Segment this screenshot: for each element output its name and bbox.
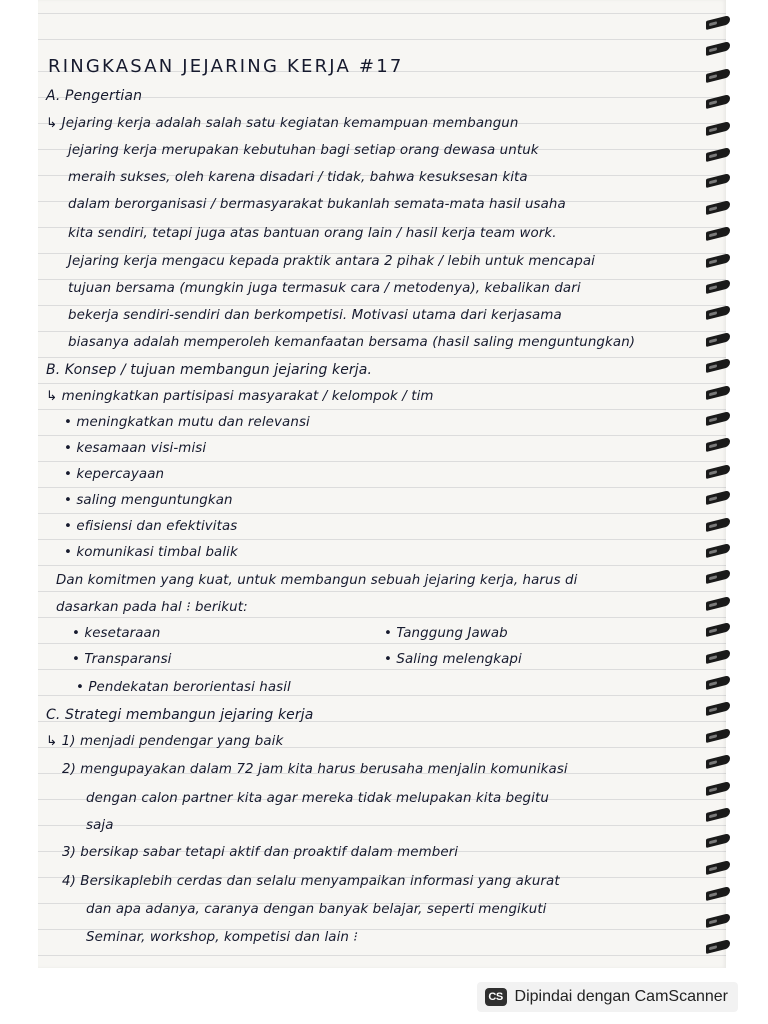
- spiral-ring: [706, 833, 730, 848]
- bullet-item: • efisiensi dan efektivitas: [64, 519, 238, 534]
- strategy-item: dan apa adanya, caranya dengan banyak belajar, seperti mengikuti: [86, 902, 547, 917]
- spiral-ring: [706, 41, 730, 56]
- spiral-ring: [706, 200, 730, 215]
- spiral-ring: [706, 332, 730, 347]
- spiral-ring: [706, 754, 730, 769]
- spiral-ring: [706, 437, 730, 452]
- principle-right: • Tanggung Jawab: [384, 626, 508, 641]
- spiral-ring: [706, 886, 730, 901]
- camscanner-logo-icon: CS: [485, 988, 507, 1006]
- bullet-item: • meningkatkan mutu dan relevansi: [64, 415, 310, 430]
- section-a-line: Jejaring kerja mengacu kepada praktik antara 2 pihak / lebih untuk mencapai: [68, 254, 595, 269]
- section-a-line: kita sendiri, tetapi juga atas bantuan orang lain / hasil kerja team work.: [68, 226, 557, 241]
- spiral-ring: [706, 358, 730, 373]
- spiral-ring: [706, 253, 730, 268]
- section-b-intro: ↳ meningkatkan partisipasi masyarakat / kelompok / tim: [46, 389, 434, 404]
- strategy-item: dengan calon partner kita agar mereka tidak melupakan kita begitu: [86, 791, 549, 806]
- commitment-line: dasarkan pada hal ⁝ berikut:: [56, 600, 248, 615]
- section-c-heading: C. Strategi membangun jejaring kerja: [46, 707, 314, 723]
- spiral-ring: [706, 385, 730, 400]
- spiral-ring: [706, 781, 730, 796]
- strategy-item: saja: [86, 818, 114, 833]
- spiral-ring: [706, 913, 730, 928]
- section-a-line: bekerja sendiri-sendiri dan berkompetisi. Motivasi utama dari kerjasama: [68, 308, 562, 323]
- spiral-ring: [706, 305, 730, 320]
- strategy-item: 4) Bersikaplebih cerdas dan selalu menyampaikan informasi yang akurat: [62, 874, 560, 889]
- spiral-ring: [706, 94, 730, 109]
- spiral-ring: [706, 939, 730, 954]
- section-a-line: ↳ Jejaring kerja adalah salah satu kegiatan kemampuan membangun: [46, 116, 519, 131]
- spiral-ring: [706, 490, 730, 505]
- bullet-item: • saling menguntungkan: [64, 493, 233, 508]
- spiral-ring: [706, 121, 730, 136]
- principle-left: • kesetaraan: [72, 626, 161, 641]
- spiral-ring: [706, 68, 730, 83]
- spiral-ring: [706, 596, 730, 611]
- spiral-ring: [706, 728, 730, 743]
- section-a-line: meraih sukses, oleh karena disadari / tidak, bahwa kesuksesan kita: [68, 170, 528, 185]
- section-a-line: dalam berorganisasi / bermasyarakat bukanlah semata-mata hasil usaha: [68, 197, 566, 212]
- spiral-ring: [706, 569, 730, 584]
- spiral-ring: [706, 701, 730, 716]
- spiral-ring: [706, 15, 730, 30]
- spiral-ring: [706, 226, 730, 241]
- spiral-ring: [706, 543, 730, 558]
- spiral-ring: [706, 173, 730, 188]
- spiral-binding: [706, 18, 734, 968]
- spiral-ring: [706, 807, 730, 822]
- bullet-item: • kepercayaan: [64, 467, 165, 482]
- strategy-item: 3) bersikap sabar tetapi aktif dan proaktif dalam memberi: [62, 845, 459, 860]
- bullet-item: • komunikasi timbal balik: [64, 545, 238, 560]
- spiral-ring: [706, 517, 730, 532]
- section-a-line: biasanya adalah memperoleh kemanfaatan bersama (hasil saling menguntungkan): [68, 335, 636, 350]
- bullet-item: • kesamaan visi-misi: [64, 441, 207, 456]
- section-a-line: jejaring kerja merupakan kebutuhan bagi setiap orang dewasa untuk: [68, 143, 539, 158]
- camscanner-watermark: [477, 982, 738, 1012]
- principle-right: • Saling melengkapi: [384, 652, 522, 667]
- spiral-ring: [706, 860, 730, 875]
- principle-left: • Pendekatan berorientasi hasil: [76, 680, 291, 695]
- commitment-line: Dan komitmen yang kuat, untuk membangun sebuah jejaring kerja, harus di: [56, 573, 578, 588]
- watermark-label: Dipindai dengan CamScanner: [514, 988, 728, 1005]
- section-a-heading: A. Pengertian: [46, 88, 143, 104]
- strategy-item: Seminar, workshop, kompetisi dan lain ⁝: [86, 930, 358, 945]
- spiral-ring: [706, 675, 730, 690]
- note-title: RINGKASAN JEJARING KERJA #17: [48, 56, 404, 77]
- spiral-ring: [706, 649, 730, 664]
- spiral-ring: [706, 279, 730, 294]
- strategy-item: ↳ 1) menjadi pendengar yang baik: [46, 734, 284, 749]
- strategy-item: 2) mengupayakan dalam 72 jam kita harus berusaha menjalin komunikasi: [62, 762, 568, 777]
- spiral-ring: [706, 622, 730, 637]
- spiral-ring: [706, 147, 730, 162]
- spiral-ring: [706, 411, 730, 426]
- principle-left: • Transparansi: [72, 652, 172, 667]
- section-a-line: tujuan bersama (mungkin juga termasuk cara / metodenya), kebalikan dari: [68, 281, 581, 296]
- spiral-ring: [706, 464, 730, 479]
- section-b-heading: B. Konsep / tujuan membangun jejaring kerja.: [46, 362, 372, 378]
